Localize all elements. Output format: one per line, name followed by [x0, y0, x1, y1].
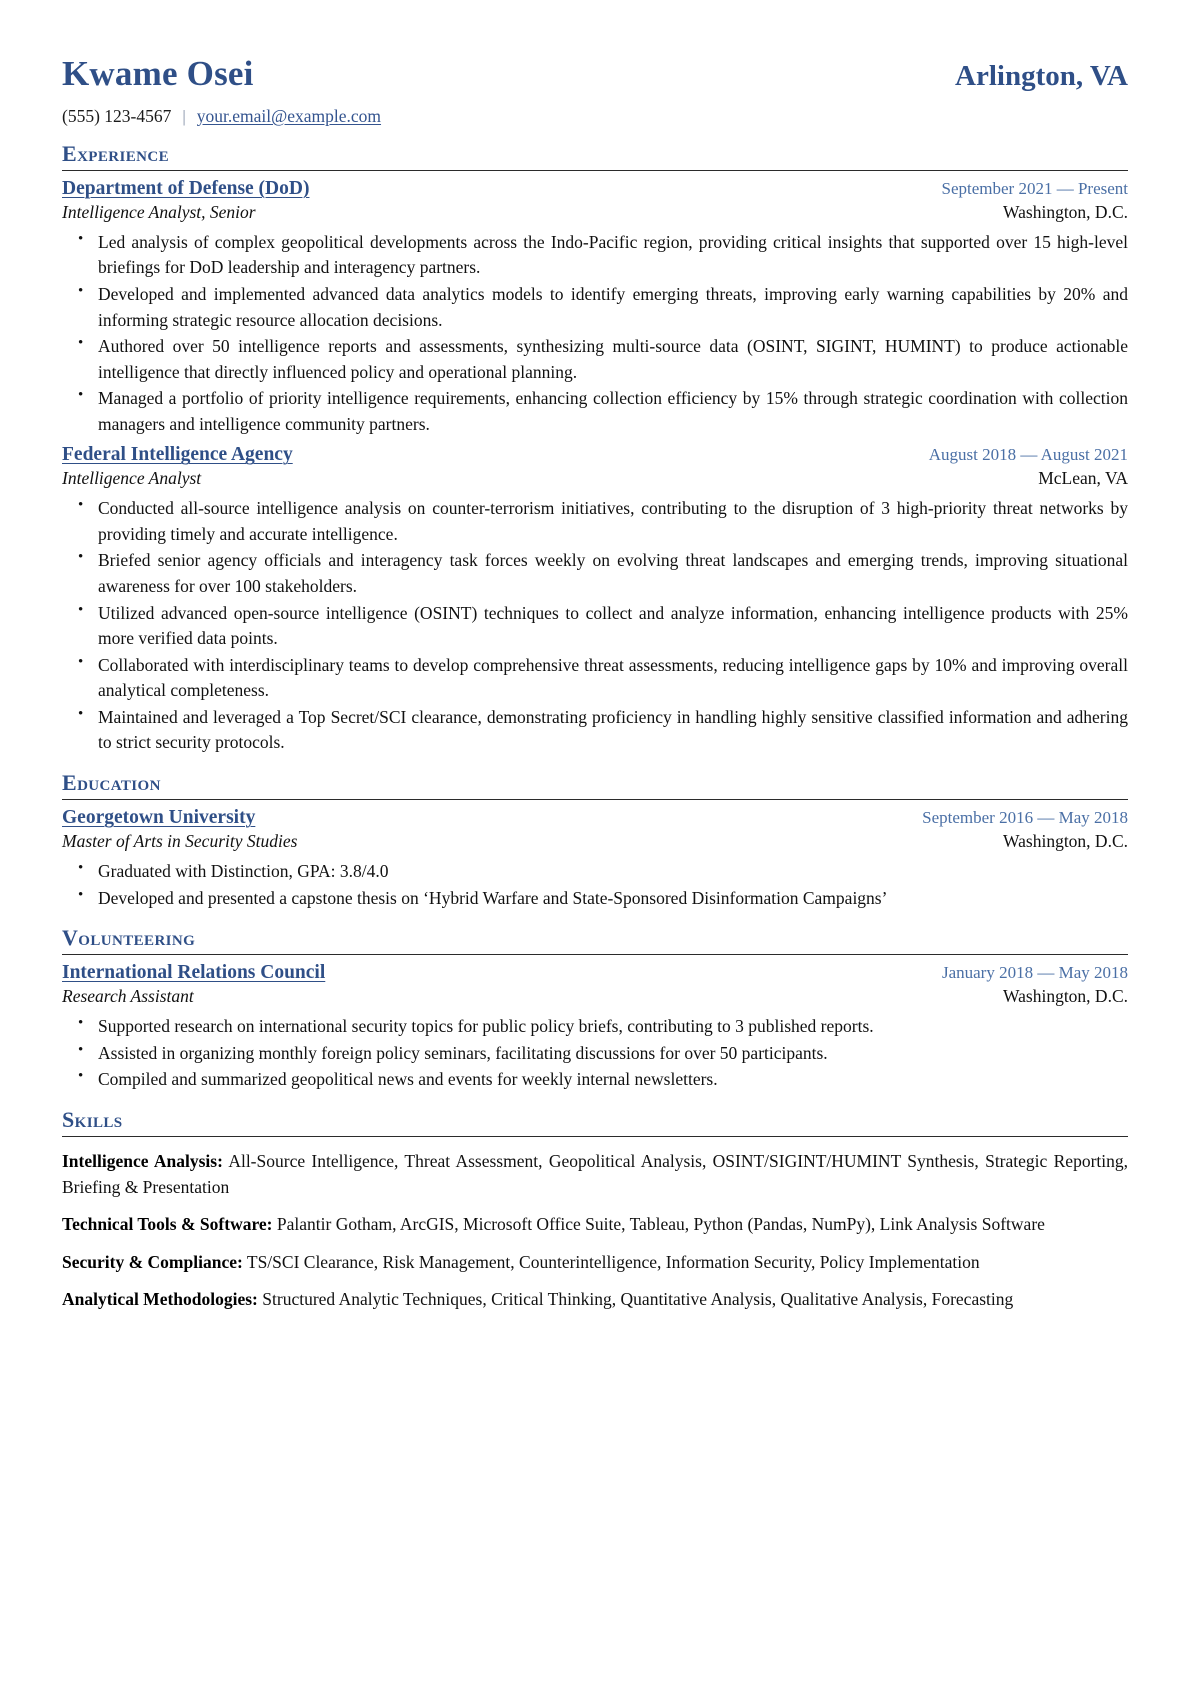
experience-entry	[62, 178, 1128, 437]
skill-items: All-Source Intelligence, Threat Assessment, Geopolitical Analysis, OSINT/SIGINT/HUMINT Synthesis, Strategic Reporting, Briefing & Presentation	[62, 1151, 1128, 1197]
entry-header-row	[62, 178, 1128, 200]
entry-location: Washington, D.C.	[1003, 830, 1128, 851]
volunteering-entry	[62, 962, 1128, 1093]
section-title-education: Education	[62, 769, 161, 795]
entry-bullet-list	[62, 230, 1128, 437]
entry-subheader-row	[62, 986, 1128, 1007]
bullet-item: • Developed and implemented advanced data analytics models to identify emerging threats, improving early warning capabilities by 20% and informing strategic resource allocation decisions.	[96, 282, 1128, 333]
entry-subheader-row	[62, 202, 1128, 223]
skill-row	[62, 1287, 1128, 1313]
section-education	[62, 771, 1128, 911]
bullet-item: • Maintained and leveraged a Top Secret/SCI clearance, demonstrating proficiency in handling highly sensitive classified information and adhering to strict security protocols.	[96, 705, 1128, 756]
bullet-item: • Managed a portfolio of priority intelligence requirements, enhancing collection efficiency by 15% through strategic coordination with collection managers and intelligence community partners.	[96, 386, 1128, 437]
section-title-skills: Skills	[62, 1106, 123, 1132]
skill-items: Structured Analytic Techniques, Critical Thinking, Quantitative Analysis, Qualitative Analysis, Forecasting	[262, 1289, 1014, 1310]
resume-header	[62, 56, 1128, 93]
bullet-item: • Compiled and summarized geopolitical news and events for weekly internal newsletters.	[96, 1067, 1128, 1093]
experience-entry	[62, 444, 1128, 755]
entry-location: Washington, D.C.	[1003, 986, 1128, 1007]
email-link[interactable]: your.email@example.com	[196, 105, 382, 126]
candidate-location: Arlington, VA	[955, 60, 1128, 92]
skill-row	[62, 1149, 1128, 1200]
entry-dates: January 2018 — May 2018	[941, 963, 1128, 983]
entry-role: Intelligence Analyst	[62, 468, 202, 489]
section-divider	[62, 170, 1128, 171]
entry-bullet-list	[62, 859, 1128, 911]
bullet-item: • Led analysis of complex geopolitical developments across the Indo-Pacific region, providing critical insights that supported over 15 high-level briefings for DoD leadership and interagency partners.	[96, 230, 1128, 281]
section-volunteering	[62, 926, 1128, 1093]
entry-dates: September 2016 — May 2018	[922, 807, 1128, 827]
section-divider	[62, 954, 1128, 955]
entry-organization[interactable]: Department of Defense (DoD)	[62, 177, 310, 199]
bullet-item: • Collaborated with interdisciplinary teams to develop comprehensive threat assessments, reducing intelligence gaps by 10% and improving overall analytical completeness.	[96, 653, 1128, 704]
entry-dates: August 2018 — August 2021	[928, 445, 1128, 465]
bullet-item: • Briefed senior agency officials and interagency task forces weekly on evolving threat landscapes and emerging trends, improving situational awareness for over 100 stakeholders.	[96, 548, 1128, 599]
skill-category: Intelligence Analysis:	[62, 1151, 223, 1172]
entry-organization[interactable]: International Relations Council	[62, 962, 326, 984]
entry-role: Research Assistant	[62, 986, 194, 1007]
skill-category: Analytical Methodologies:	[62, 1289, 258, 1310]
entry-bullet-list	[62, 1014, 1128, 1093]
entry-location: Washington, D.C.	[1003, 201, 1128, 222]
entry-degree: Master of Arts in Security Studies	[62, 830, 298, 851]
bullet-item: • Graduated with Distinction, GPA: 3.8/4.0	[96, 859, 1128, 885]
section-divider	[62, 1136, 1128, 1137]
bullet-item: • Conducted all-source intelligence analysis on counter-terrorism initiatives, contributing to the disruption of 3 high-priority threat networks by providing timely and accurate intelligence.	[96, 496, 1128, 547]
entry-bullet-list	[62, 496, 1128, 755]
entry-dates: September 2021 — Present	[941, 178, 1128, 198]
skill-items: Palantir Gotham, ArcGIS, Microsoft Office Suite, Tableau, Python (Pandas, NumPy), Link Analysis Software	[276, 1214, 1045, 1235]
bullet-item: • Supported research on international security topics for public policy briefs, contributing to 3 published reports.	[96, 1014, 1128, 1040]
contact-line	[62, 106, 1128, 127]
bullet-item: • Assisted in organizing monthly foreign policy seminars, facilitating discussions for over 50 participants.	[96, 1041, 1128, 1067]
skill-category: Security & Compliance:	[62, 1251, 243, 1272]
entry-organization[interactable]: Federal Intelligence Agency	[62, 444, 293, 466]
section-title-experience: Experience	[62, 140, 170, 166]
section-divider	[62, 799, 1128, 800]
bullet-item: • Utilized advanced open-source intelligence (OSINT) techniques to collect and analyze information, enhancing intelligence products with 25% more verified data points.	[96, 601, 1128, 652]
entry-subheader-row	[62, 468, 1128, 489]
skill-row	[62, 1250, 1128, 1276]
section-skills	[62, 1108, 1128, 1313]
contact-separator: |	[182, 106, 186, 126]
entry-header-row	[62, 807, 1128, 829]
skill-items: TS/SCI Clearance, Risk Management, Counterintelligence, Information Security, Policy Implementation	[246, 1251, 980, 1272]
phone-number: (555) 123-4567	[62, 105, 172, 126]
section-title-volunteering: Volunteering	[62, 925, 196, 951]
bullet-item: • Developed and presented a capstone thesis on ‘Hybrid Warfare and State-Sponsored Disinformation Campaigns’	[96, 886, 1128, 912]
entry-header-row	[62, 444, 1128, 466]
skill-category: Technical Tools & Software:	[62, 1214, 273, 1235]
entry-organization[interactable]: Georgetown University	[62, 806, 256, 828]
skill-row	[62, 1212, 1128, 1238]
entry-location: McLean, VA	[1038, 468, 1128, 489]
entry-header-row	[62, 962, 1128, 984]
section-experience	[62, 142, 1128, 756]
education-entry	[62, 807, 1128, 911]
candidate-name: Kwame Osei	[62, 54, 254, 93]
entry-role: Intelligence Analyst, Senior	[62, 201, 256, 222]
bullet-item: • Authored over 50 intelligence reports and assessments, synthesizing multi-source data (OSINT, SIGINT, HUMINT) to produce actionable intelligence that directly influenced policy and operational planning.	[96, 334, 1128, 385]
entry-subheader-row	[62, 831, 1128, 852]
